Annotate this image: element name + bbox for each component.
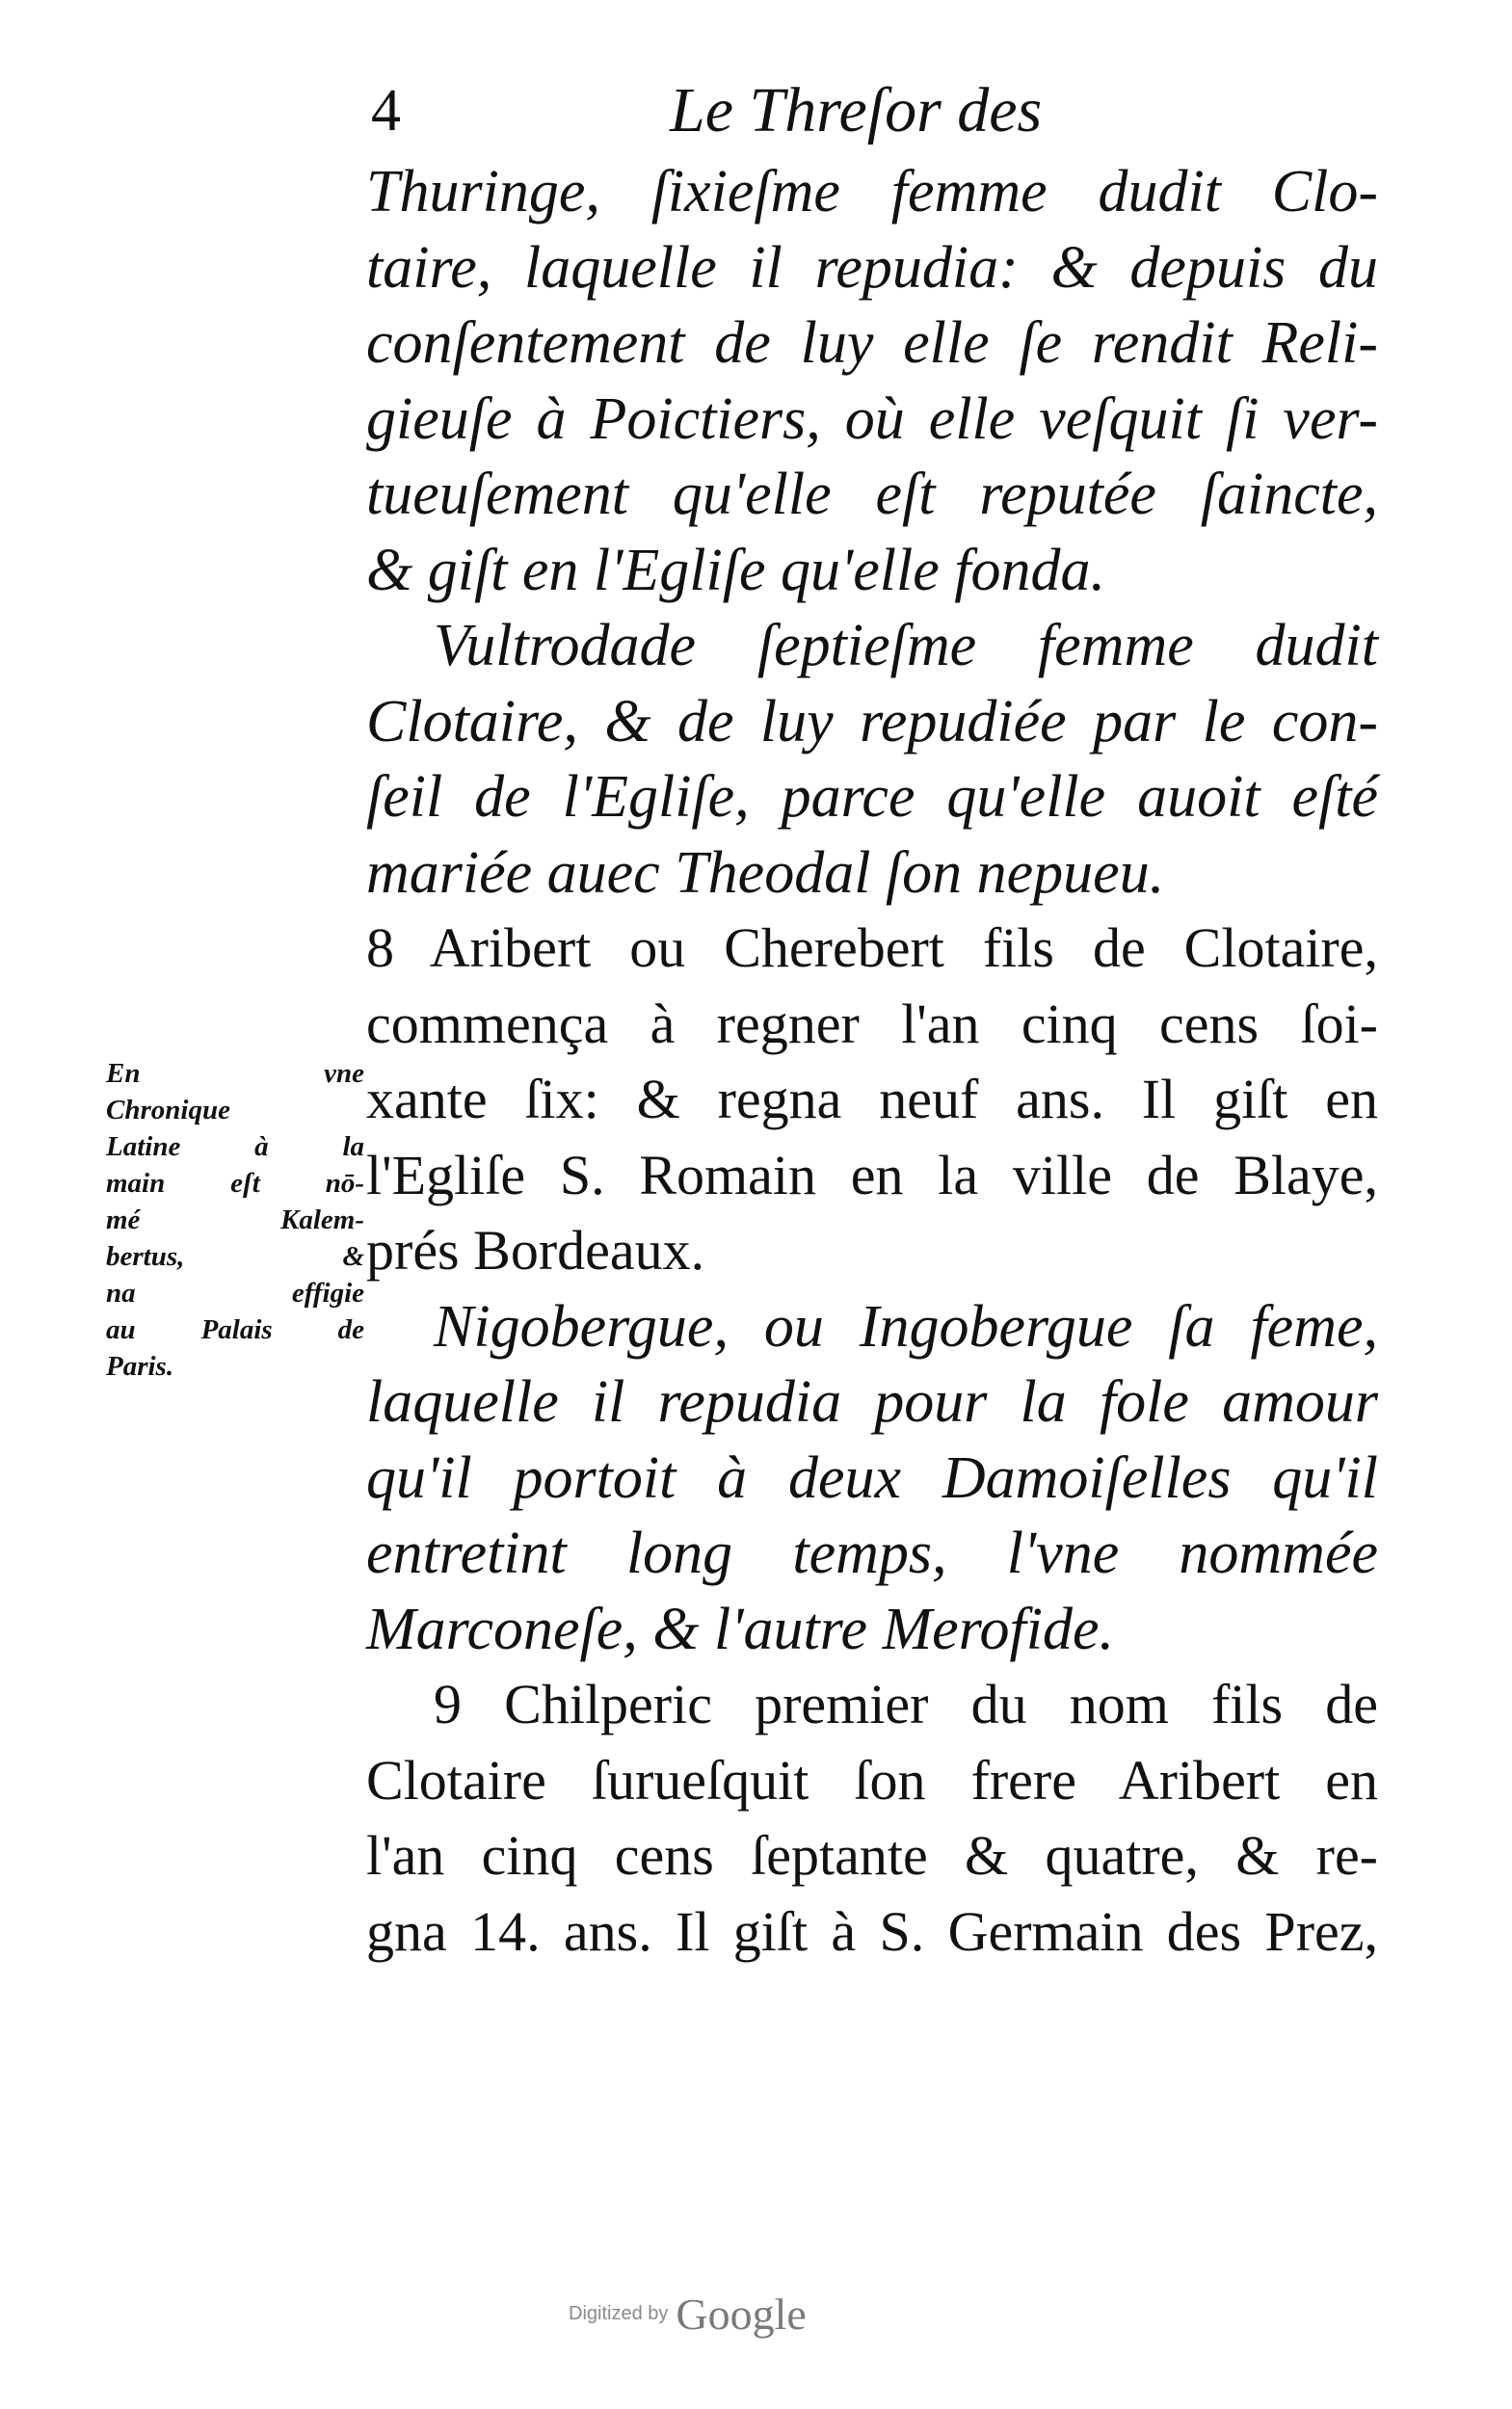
running-title: Le Threſor des <box>670 75 1043 146</box>
text-line: Marconeſe, & l'autre Merofide. <box>366 1596 1114 1662</box>
text-line: Nigobergue, ou Ingobergue ſa feme, <box>434 1293 1378 1360</box>
running-head <box>371 67 1065 154</box>
text-line: tueuſement qu'elle eſt reputée ſaincte, <box>366 462 1378 527</box>
text-line: commença à regner l'an cinq cens ſoi- <box>366 992 1378 1055</box>
margin-note-line: au Palais de <box>106 1314 364 1345</box>
text-line: & giſt en l'Egliſe qu'elle fonda. <box>366 537 1105 603</box>
margin-note <box>106 1055 364 1385</box>
digitized-watermark <box>569 2289 954 2346</box>
text-line: ſeil de l'Egliſe, parce qu'elle auoit eſté <box>366 764 1378 830</box>
text-line: 9 Chilperic premier du nom fils de <box>434 1673 1378 1735</box>
margin-note-line: Paris. <box>106 1351 174 1382</box>
margin-note-line: bertus, & <box>106 1241 364 1272</box>
text-line: qu'il portoit à deux Damoiſelles qu'il <box>366 1444 1378 1511</box>
text-line: xante ſix: & regna neuf ans. Il giſt en <box>366 1068 1378 1130</box>
margin-note-line: mé Kalem- <box>106 1204 364 1235</box>
text-line: Clotaire, & de luy repudiée par le con- <box>366 688 1378 754</box>
page-number: 4 <box>371 78 401 144</box>
digitized-label: Digitized by <box>569 2303 669 2324</box>
text-line: Vultrodade ſeptieſme femme dudit <box>434 613 1378 678</box>
margin-note-line: En vne <box>106 1058 364 1089</box>
text-line: gieuſe à Poictiers, où elle veſquit ſi ver- <box>366 385 1378 452</box>
text-line: conſentement de luy elle ſe rendit Reli- <box>366 310 1378 376</box>
margin-note-line: main eſt nō- <box>106 1168 364 1199</box>
text-line: mariée auec Theodal ſon nepueu. <box>366 839 1165 906</box>
text-line: Clotaire ſurueſquit ſon frere Aribert en <box>366 1748 1378 1812</box>
body-text <box>366 154 1378 1970</box>
text-line: l'Egliſe S. Romain en la ville de Blaye, <box>366 1143 1378 1206</box>
text-line: taire, laquelle il repudia: & depuis du <box>366 234 1378 301</box>
margin-note-line: Chronique <box>106 1095 230 1125</box>
margin-note-line: Latine à la <box>106 1131 364 1162</box>
text-line: laquelle il repudia pour la fole amour <box>366 1369 1378 1435</box>
text-line: 8 Aribert ou Cherebert fils de Clotaire, <box>366 916 1378 979</box>
text-line: prés Bordeaux. <box>366 1219 705 1282</box>
text-line: gna 14. ans. Il giſt à S. Germain des Prez, <box>366 1899 1378 1963</box>
google-logo: Google <box>676 2290 807 2339</box>
text-line: Thuringe, ſixieſme femme dudit Clo- <box>366 159 1378 225</box>
text-line: l'an cinq cens ſeptante & quatre, & re- <box>366 1824 1378 1887</box>
text-line: entretint long temps, l'vne nommée <box>366 1521 1378 1586</box>
margin-note-line: na effigie <box>106 1278 364 1309</box>
